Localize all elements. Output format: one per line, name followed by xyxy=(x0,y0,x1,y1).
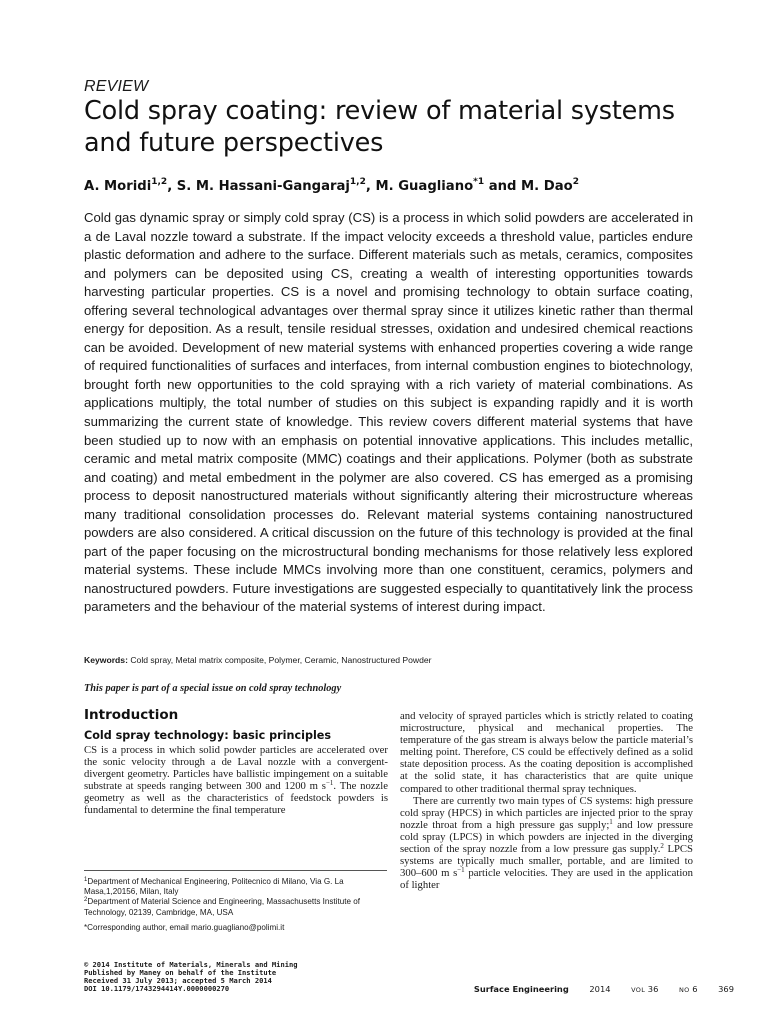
affiliation-text: Department of Mechanical Engineering, Politecnico di Milano, Via G. La Masa,1,20156, Milan, Italy xyxy=(84,877,344,897)
reference-marker: 1 xyxy=(609,817,613,826)
footnote-divider xyxy=(84,870,387,871)
paragraph xyxy=(400,795,693,892)
publication-imprint xyxy=(84,961,298,993)
paragraph: and velocity of sprayed particles which is strictly related to coating microstructure, physical and mechanical properties. The temperature of the gas stream is always below the particle material’s melting point. Therefore, CS could be effectively defined as a solid state deposition process. As the coating deposition is accomplished at the solid state, it has characteristics that are quite unique compared to other traditional thermal spray techniques. xyxy=(400,710,693,795)
unit-exponent: −1 xyxy=(325,779,334,788)
affiliation-number: 1 xyxy=(84,877,88,883)
body-text: . The nozzle geometry as well as the characteristics of feedstock powders is fundamental to determine the final temperature xyxy=(84,780,389,817)
article-title: Cold spray coating: review of material systems and future perspectives xyxy=(84,96,675,158)
issue-label: NO xyxy=(679,986,690,994)
abstract: Cold gas dynamic spray or simply cold spray (CS) is a process in which solid powders are accelerated in a de Laval nozzle toward a substrate. If the impact velocity exceeds a threshold value, particles endure plastic deformation and adhere to the surface. Different materials such as metals, ceramics, composites and polymers can be deposited using CS, creating a wealth of interesting opportunities towards harvesting particular properties. CS is a novel and promising technology to obtain surface coating, offering several technological advantages over thermal spray since it utilizes kinetic rather than thermal energy for deposition. As a result, tensile residual stresses, oxidation and undesired chemical reactions can be avoided. Development of new material systems with enhanced properties covering a wide range of required functionalities of surfaces and interfaces, from internal combustion engines to biotechnology, brought forth new opportunities to the cold spraying with a rich variety of material combinations. As applications multiply, the total number of studies on this subject is expanding rapidly and it is worth summarizing the current state of knowledge. This review covers different material systems that have been studied up to now with an emphasis on potential innovative applications. This includes metallic, ceramic and metal matrix composite (MMC) coatings and their applications. Polymer (both as substrate and coating) and metal embedment in the polymer are also covered. CS has emerged as a promising process to deposit nanostructured materials without significantly altering their microstructure whereas many traditional consolidation processes do. Relevant material systems containing nanostructured powders are also considered. A critical discussion on the future of this technology is provided at the final part of the paper focusing on the microstructural bonding mechanisms for those relatively less explored material systems. These include MMCs involving more than one constituent, ceramics, polymers and nanostructured powders. Future investigations are suggested especially to quantitatively link the process parameters and the behaviour of the material systems of interest during impact. xyxy=(84,210,693,615)
imprint-line: DOI 10.1179/1743294414Y.0000000270 xyxy=(84,984,230,994)
section-label: REVIEW xyxy=(84,78,149,95)
author-name: A. Moridi xyxy=(84,179,152,194)
affiliation-number: 2 xyxy=(84,897,88,904)
imprint-line: Received 31 July 2013; accepted 5 March 2014 xyxy=(84,976,272,986)
keywords-label: Keywords: xyxy=(84,655,128,665)
issue-number: 6 xyxy=(692,984,698,994)
author-affiliation: *1 xyxy=(473,177,485,187)
body-column-left xyxy=(84,744,388,817)
author-affiliation: 1,2 xyxy=(151,177,168,187)
imprint-line: © 2014 Institute of Materials, Minerals and Mining xyxy=(84,960,298,969)
author-name: M. Dao xyxy=(521,179,573,194)
special-issue-note: This paper is part of a special issue on cold spray technology xyxy=(84,683,342,694)
body-column-right xyxy=(400,710,693,891)
body-text: particle velocities. They are used in the application of lighter xyxy=(400,867,693,892)
page-number: 369 xyxy=(718,984,734,994)
author-separator: , xyxy=(365,179,376,194)
affiliation-text: Department of Material Science and Engineering, Massachusetts Institute of Technology, 02139, Cambridge, MA, USA xyxy=(84,897,360,917)
affiliation-2 xyxy=(84,897,388,917)
body-text: CS is a process in which solid powder particles are accelerated over the sonic velocity through a de Laval nozzle with a convergent-divergent geometry. Particles have ballistic impingement on a suitable substrate at speeds ranging between 300 and 1200 m s xyxy=(84,744,388,793)
author-separator: , xyxy=(167,179,177,194)
subsection-heading: Cold spray technology: basic principles xyxy=(84,729,332,742)
volume-number: 36 xyxy=(647,984,659,994)
keywords xyxy=(84,655,704,665)
journal-year: 2014 xyxy=(589,984,611,994)
author-affiliation: 2 xyxy=(572,177,579,187)
journal-footer xyxy=(474,984,734,994)
imprint-line: Published by Maney on behalf of the Institute xyxy=(84,968,277,978)
volume-label: VOL xyxy=(631,986,646,994)
unit-exponent: −1 xyxy=(457,866,465,875)
body-text: LPCS systems are typically much smaller, portable, and are limited to 300–600 m s xyxy=(400,843,693,880)
author-name: S. M. Hassani-Gangaraj xyxy=(176,179,350,194)
author-separator: and xyxy=(484,179,522,194)
body-text: There are currently two main types of CS systems: high pressure cold spray (HPCS) in which particles are injected prior to the spray nozzle throat from a high pressure gas supply; xyxy=(400,794,693,831)
affiliation-footnotes xyxy=(84,877,388,918)
reference-marker: 2 xyxy=(660,842,664,851)
author-name: M. Guagliano xyxy=(375,179,474,194)
journal-name: Surface Engineering xyxy=(473,984,569,994)
section-heading-introduction: Introduction xyxy=(84,707,179,723)
author-affiliation: 1,2 xyxy=(349,177,366,187)
affiliation-1 xyxy=(84,877,388,897)
body-text: and low pressure cold spray (LPCS) in which powders are injected in the diverging section of the spray nozzle from a low pressure gas supply. xyxy=(400,818,693,856)
keywords-text: Cold spray, Metal matrix composite, Polymer, Ceramic, Nanostructured Powder xyxy=(130,655,432,665)
author-list xyxy=(84,179,724,194)
corresponding-author: *Corresponding author, email mario.guagliano@polimi.it xyxy=(84,923,285,932)
